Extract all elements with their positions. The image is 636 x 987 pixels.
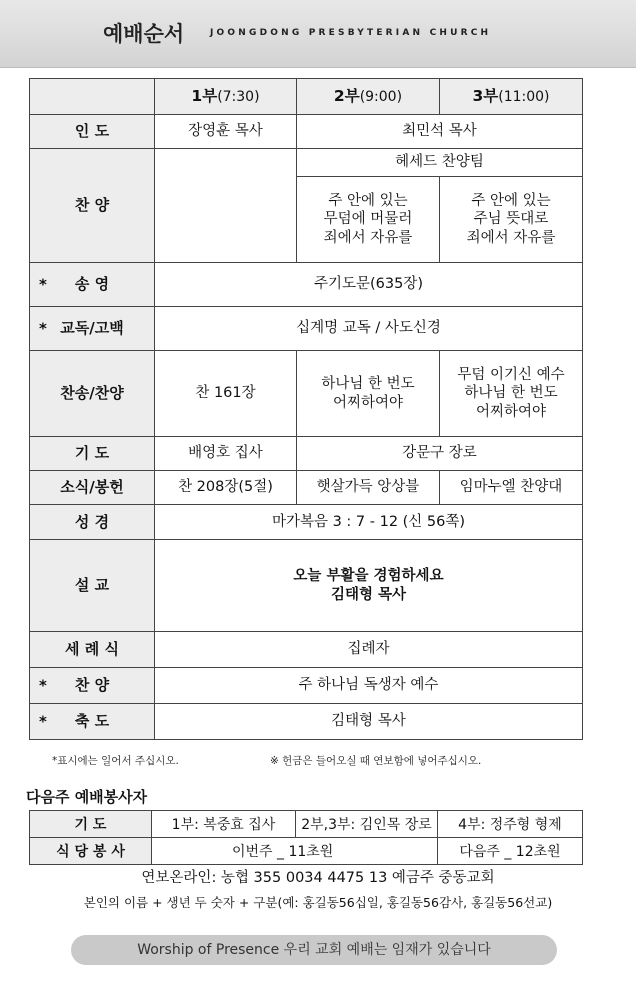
benediction-value: 김태형 목사	[155, 704, 583, 740]
label-sermon: 설 교	[30, 540, 155, 632]
baptism-value: 집례자	[155, 632, 583, 668]
row-leader	[30, 115, 583, 149]
meal-this-week: 이번주 _ 11초원	[152, 838, 438, 865]
label-hymn: 찬송/찬양	[30, 351, 155, 437]
confession-value: 십계명 교독 / 사도신경	[155, 307, 583, 351]
label-benediction: * 축 도	[30, 704, 155, 740]
service-3-header: 3부(11:00)	[440, 79, 583, 115]
row-news	[30, 471, 583, 505]
label-leader: 인 도	[30, 115, 155, 149]
praise-s1	[155, 149, 297, 263]
next-prayer-4: 4부: 정주형 형제	[438, 811, 583, 838]
standing-mark: *	[39, 275, 47, 294]
row-doxology	[30, 263, 583, 307]
row-baptism	[30, 632, 583, 668]
hymn-closing-value: 주 하나님 독생자 예수	[155, 668, 583, 704]
prayer-s1: 배영호 집사	[155, 437, 297, 471]
hymn-s3: 무덤 이기신 예수 하나님 한 번도 어찌하여야	[440, 351, 583, 437]
online-offering-account: 연보온라인: 농협 355 0034 4475 13 예금주 중동교회	[141, 870, 495, 886]
next-week-title: 다음주 예배봉사자	[26, 788, 148, 806]
online-offering-note: 본인의 이름 + 생년 두 숫자 + 구분(예: 홍길동56십일, 홍길동56감사, 홍길동56선교)	[83, 895, 553, 910]
next-prayer-23: 2부,3부: 김인목 장로	[296, 811, 438, 838]
next-week-table	[29, 810, 583, 865]
meal-service-row	[30, 838, 583, 865]
label-baptism: 세 례 식	[30, 632, 155, 668]
offering-note: ※ 헌금은 들어오실 때 연보함에 넣어주십시오.	[270, 755, 482, 767]
leader-s1: 장영훈 목사	[155, 115, 297, 149]
row-prayer	[30, 437, 583, 471]
row-confession	[30, 307, 583, 351]
meal-next-week: 다음주 _ 12초원	[438, 838, 583, 865]
label-confession: * 교독/고백	[30, 307, 155, 351]
sermon-value	[155, 540, 583, 632]
page-header	[0, 0, 636, 68]
hymn-s2: 하나님 한 번도 어찌하여야	[297, 351, 440, 437]
worship-order-table	[29, 78, 583, 740]
service-header-row	[30, 79, 583, 115]
praise-s3: 주 안에 있는 주님 뜻대로 죄에서 자유를	[440, 177, 583, 263]
row-scripture	[30, 505, 583, 540]
row-hymn-closing	[30, 668, 583, 704]
hymn-s1: 찬 161장	[155, 351, 297, 437]
news-s2: 햇살가득 앙상블	[297, 471, 440, 505]
standing-mark: *	[39, 676, 47, 695]
sermon-title: 오늘 부활을 경험하세요	[293, 568, 444, 585]
label-praise: 찬 양	[30, 149, 155, 263]
page-title: 예배순서	[103, 22, 185, 46]
label-news: 소식/봉헌	[30, 471, 155, 505]
row-benediction	[30, 704, 583, 740]
next-prayer-label: 기 도	[30, 811, 152, 838]
meal-service-label: 식 당 봉 사	[30, 838, 152, 865]
row-praise	[30, 149, 583, 177]
next-prayer-1: 1부: 복중효 집사	[152, 811, 296, 838]
praise-s2: 주 안에 있는 무덤에 머물러 죄에서 자유를	[297, 177, 440, 263]
label-doxology: * 송 영	[30, 263, 155, 307]
next-prayer-row	[30, 811, 583, 838]
standing-mark: *	[39, 319, 47, 338]
praise-team: 헤세드 찬양팀	[297, 149, 583, 177]
service-1-header: 1부(7:30)	[155, 79, 297, 115]
label-hymn-closing: * 찬 양	[30, 668, 155, 704]
row-sermon	[30, 540, 583, 632]
prayer-s23: 강문구 장로	[297, 437, 583, 471]
corner-cell	[30, 79, 155, 115]
doxology-value: 주기도문(635장)	[155, 263, 583, 307]
church-name: JOONGDONG PRESBYTERIAN CHURCH	[210, 28, 492, 38]
footer-slogan: Worship of Presence 우리 교회 예배는 임재가 있습니다	[71, 935, 557, 965]
scripture-value: 마가복음 3 : 7 - 12 (신 56쪽)	[155, 505, 583, 540]
label-scripture: 성 경	[30, 505, 155, 540]
leader-s23: 최민석 목사	[297, 115, 583, 149]
news-s3: 임마누엘 찬양대	[440, 471, 583, 505]
label-prayer: 기 도	[30, 437, 155, 471]
standing-mark: *	[39, 712, 47, 731]
standing-note: *표시에는 일어서 주십시오.	[52, 755, 179, 767]
row-hymn	[30, 351, 583, 437]
service-2-header: 2부(9:00)	[297, 79, 440, 115]
sermon-preacher: 김태형 목사	[330, 586, 407, 603]
news-s1: 찬 208장(5절)	[155, 471, 297, 505]
